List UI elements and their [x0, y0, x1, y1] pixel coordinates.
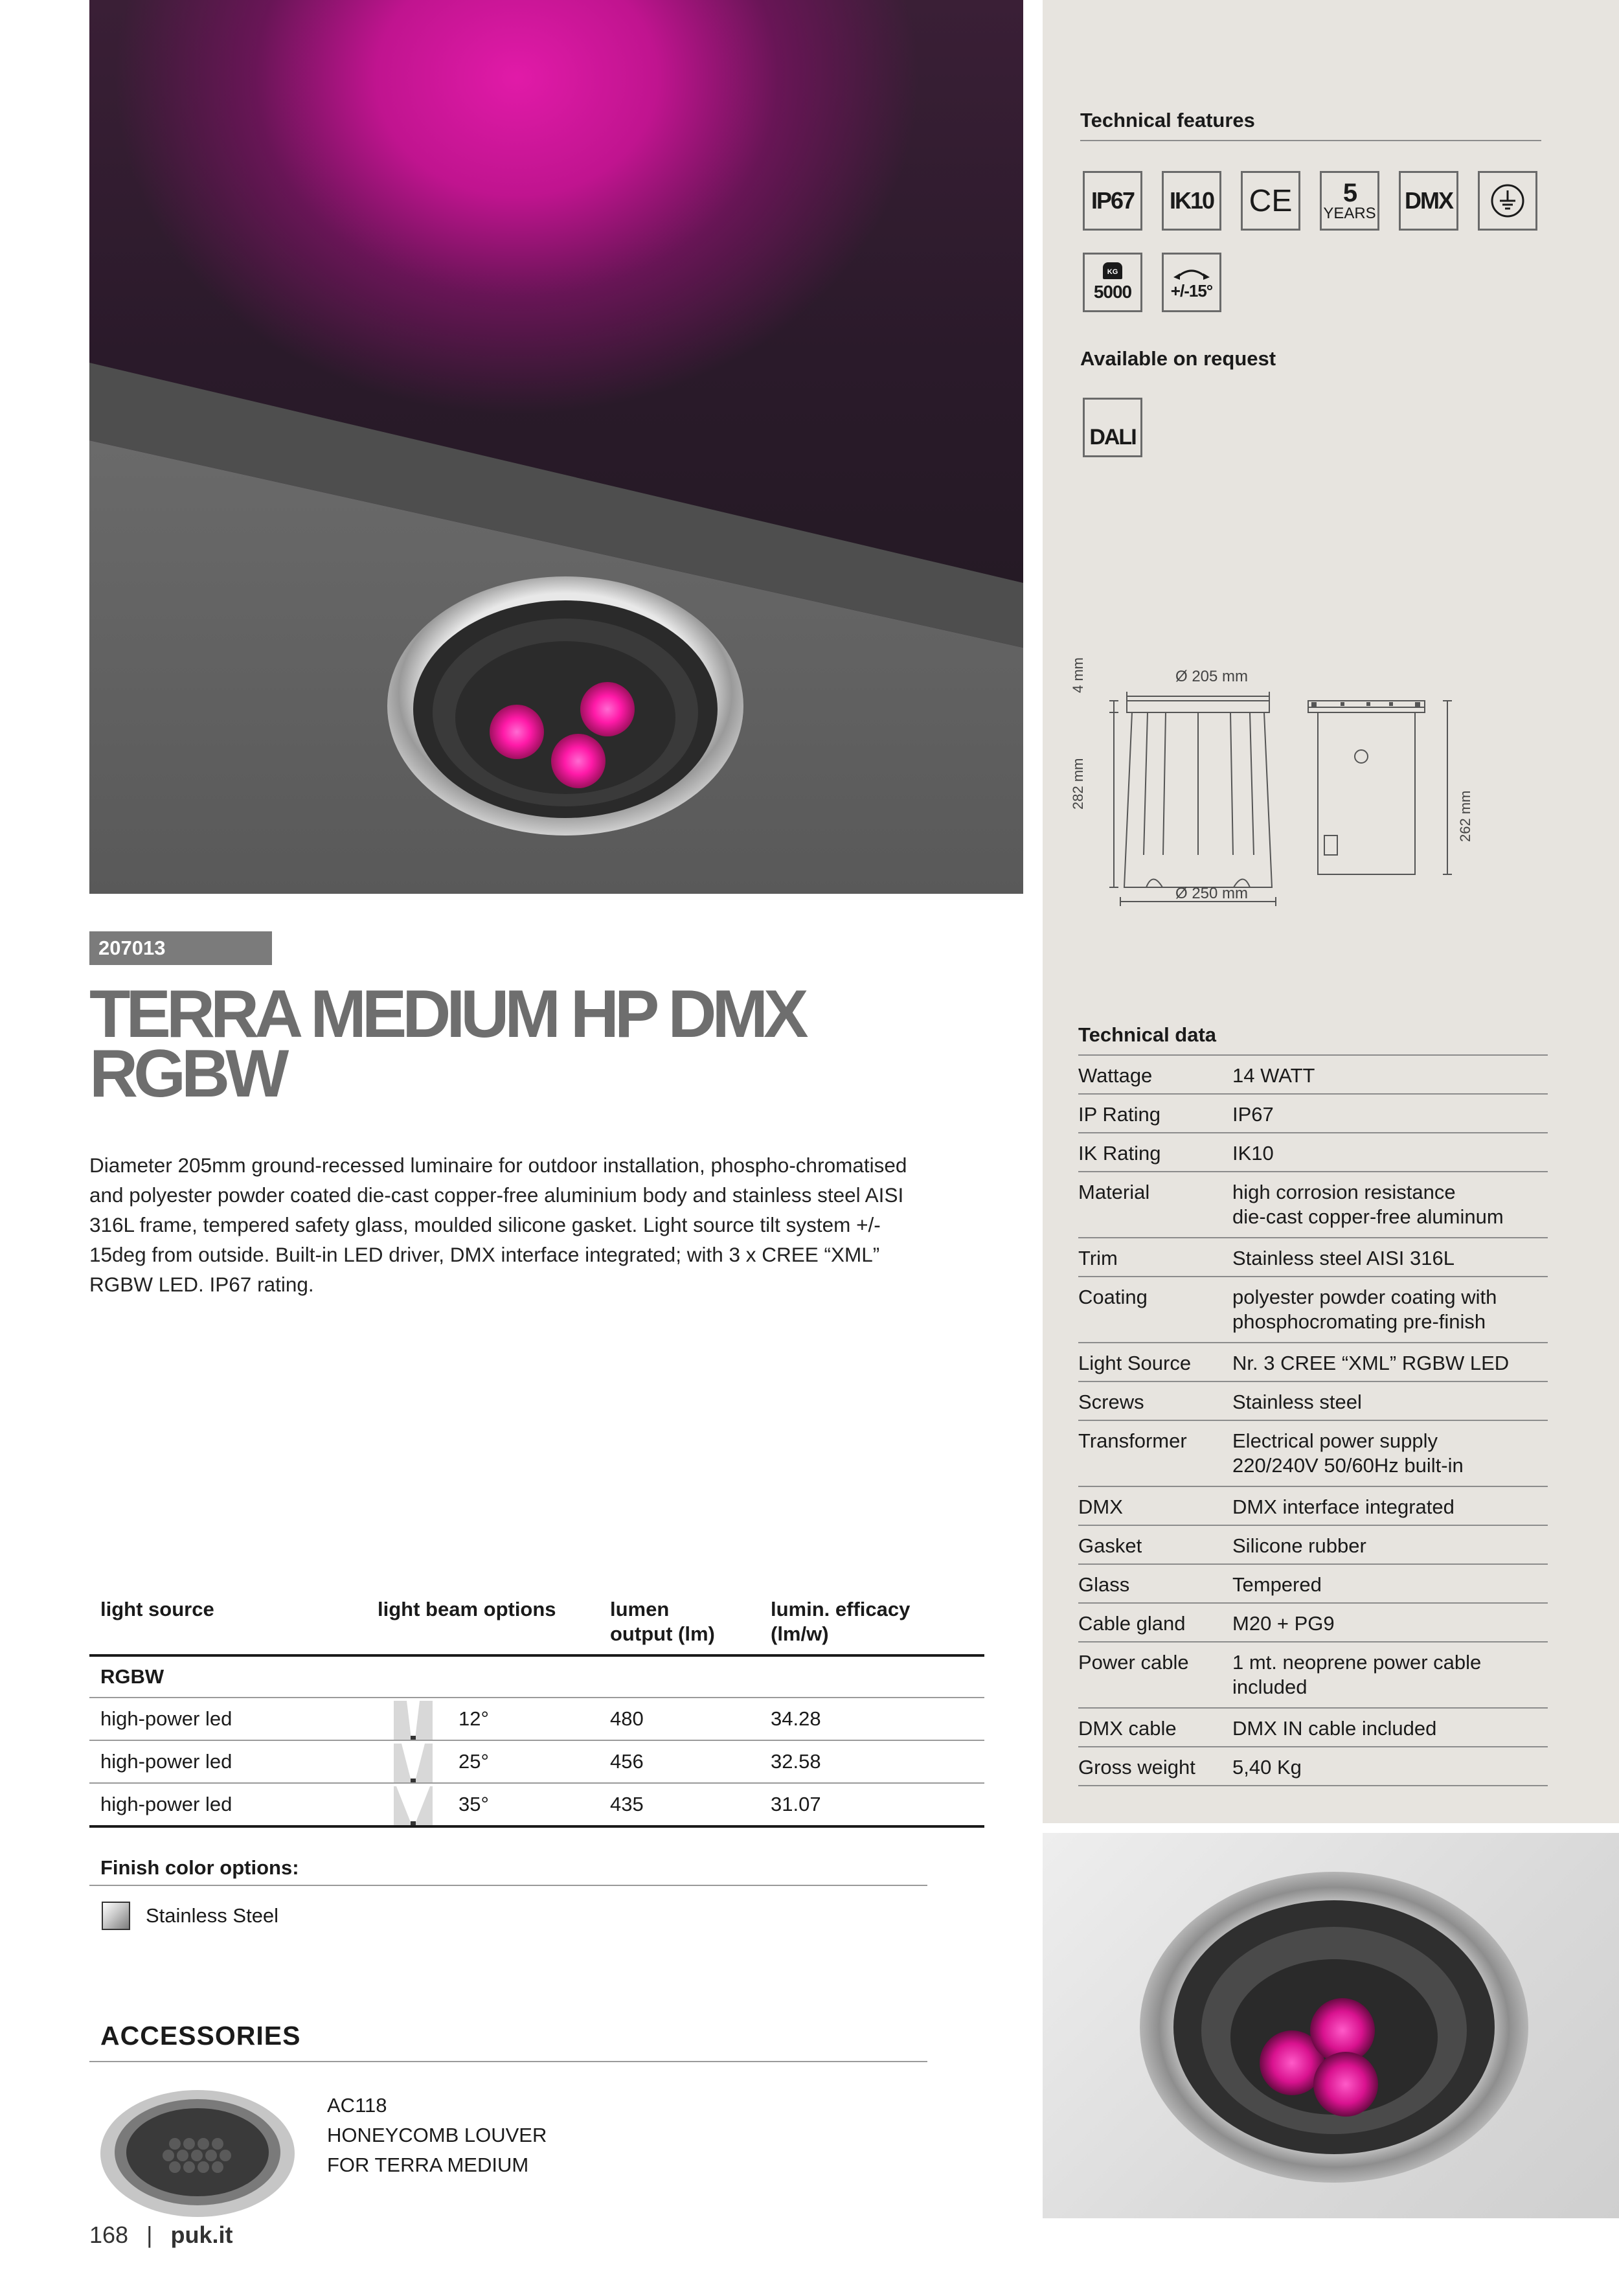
technical-data-row: [1078, 1172, 1548, 1238]
product-description: Diameter 205mm ground-recessed luminaire for outdoor installation, phospho-chromatised and polyester powder coated die-cast copper-free aluminium body and stainless steel AISI 316L frame, tempered safety glass, moulded silicone gasket. Light source tilt system +/- 15deg from outside. Built-in LED driver, DMX interface integrated; with 3 x CREE “XML” RGBW LED. IP67 rating.: [89, 1154, 907, 1296]
technical-data-row: [1078, 1526, 1548, 1565]
dimension-top-diameter: Ø 205 mm: [1175, 668, 1249, 685]
accessory-line1: HONEYCOMB LOUVER: [327, 2124, 547, 2146]
light-table-row: [89, 1698, 984, 1741]
led-icon: [490, 705, 544, 759]
light-table-header-lumen: [610, 1597, 715, 1646]
technical-data-row: [1078, 1487, 1548, 1526]
technical-data-value-line: IK10: [1232, 1142, 1274, 1165]
divider: [1078, 1785, 1548, 1786]
technical-data-value: [1232, 1390, 1362, 1415]
dali-icon: DALI: [1083, 398, 1142, 457]
technical-data-value: [1232, 1180, 1504, 1229]
technical-data-value: [1232, 1611, 1335, 1636]
footer: [89, 2222, 232, 2249]
technical-data-value-line: DMX IN cable included: [1232, 1717, 1437, 1740]
technical-data-row: [1078, 1604, 1548, 1642]
divider: [1080, 140, 1541, 141]
ik10-icon: IK10: [1162, 171, 1221, 231]
dmx-icon: DMX: [1399, 171, 1458, 231]
header-line: (lm/w): [771, 1622, 829, 1645]
light-source-cell: high-power led: [100, 1793, 232, 1815]
technical-data-value-line: Stainless steel: [1232, 1391, 1362, 1413]
technical-data-value-line: Silicone rubber: [1232, 1534, 1366, 1557]
hero-photo: [89, 0, 1023, 894]
accessory-line2: FOR TERRA MEDIUM: [327, 2154, 529, 2176]
technical-data-value: [1232, 1285, 1497, 1334]
technical-data-value-line: 14 WATT: [1232, 1064, 1315, 1087]
technical-data-value-line: high corrosion resistance: [1232, 1181, 1456, 1203]
technical-data-value-line: Electrical power supply: [1232, 1429, 1438, 1452]
led-icon: [1313, 2052, 1378, 2117]
floor-luminaire-illustration: [89, 0, 1023, 894]
technical-data-value: [1232, 1429, 1464, 1478]
technical-data-row: [1078, 1238, 1548, 1277]
light-table-header-beam: light beam options: [378, 1598, 556, 1620]
technical-data-value: [1232, 1063, 1315, 1088]
technical-data-value-line: Nr. 3 CREE “XML” RGBW LED: [1232, 1352, 1510, 1374]
light-table-header-source: light source: [100, 1598, 214, 1620]
technical-data-value-line: M20 + PG9: [1232, 1612, 1335, 1635]
technical-data-label: Glass: [1078, 1573, 1130, 1596]
technical-data-row: [1078, 1056, 1548, 1095]
warranty-icon: 5 YEARS: [1320, 171, 1379, 231]
technical-data-row: [1078, 1095, 1548, 1133]
technical-data-label: Gross weight: [1078, 1756, 1195, 1779]
divider: [89, 1825, 984, 1828]
technical-data-label: Screws: [1078, 1391, 1144, 1413]
lumen-output-cell: 456: [610, 1750, 644, 1773]
product-title: [89, 977, 996, 1111]
technical-data-value: [1232, 1351, 1509, 1376]
technical-data-row: [1078, 1382, 1548, 1421]
ip67-icon: IP67: [1083, 171, 1142, 231]
finish-title: Finish color options:: [100, 1856, 299, 1879]
technical-data-value-line: included: [1232, 1676, 1308, 1698]
technical-data-value: [1232, 1534, 1366, 1558]
efficacy-cell: 32.58: [771, 1750, 821, 1773]
technical-data-label: IK Rating: [1078, 1142, 1161, 1165]
technical-data-label: Gasket: [1078, 1534, 1142, 1557]
efficacy-cell: 34.28: [771, 1707, 821, 1730]
technical-data-value: [1232, 1246, 1455, 1271]
light-table-row: [89, 1784, 984, 1826]
technical-data-value: [1232, 1573, 1322, 1597]
technical-data-label: Trim: [1078, 1247, 1118, 1269]
dimension-drawing: [1062, 661, 1483, 920]
lumen-output-cell: 435: [610, 1793, 644, 1815]
technical-data-label: Transformer: [1078, 1429, 1187, 1452]
technical-data-row: [1078, 1709, 1548, 1747]
technical-data-value-line: 5,40 Kg: [1232, 1756, 1302, 1779]
product-title-line1: TERRA MEDIUM HP DMX: [89, 977, 804, 1052]
stainless-steel-swatch: [102, 1902, 130, 1930]
lumen-output-cell: 480: [610, 1707, 644, 1730]
site-link[interactable]: puk.it: [170, 2222, 233, 2248]
technical-data-value-line: 220/240V 50/60Hz built-in: [1232, 1454, 1464, 1477]
accessories-title: ACCESSORIES: [100, 2021, 301, 2051]
header-line: lumin. efficacy: [771, 1598, 911, 1620]
beam-angle-cell: 35°: [459, 1793, 489, 1815]
technical-data-value-line: IP67: [1232, 1103, 1274, 1126]
technical-data-value-line: phosphocromating pre-finish: [1232, 1310, 1486, 1333]
technical-data-value-line: die-cast copper-free aluminum: [1232, 1205, 1504, 1228]
page-number: 168: [89, 2222, 129, 2248]
technical-data-value-line: Stainless steel AISI 316L: [1232, 1247, 1455, 1269]
technical-data-label: Material: [1078, 1181, 1150, 1203]
technical-data-title: Technical data: [1078, 1023, 1217, 1046]
accessory-louver-image: [97, 2086, 298, 2222]
technical-data-value: [1232, 1650, 1481, 1699]
accessory-item: [327, 2091, 547, 2180]
beam-angle-icon: [394, 1701, 433, 1740]
beam-angle-icon: [394, 1786, 433, 1825]
led-icon: [580, 682, 635, 736]
light-table-group: RGBW: [100, 1665, 164, 1688]
technical-data-label: DMX: [1078, 1495, 1123, 1518]
technical-data-value: [1232, 1141, 1274, 1166]
technical-data-value: [1232, 1102, 1274, 1127]
beam-angle-icon: [394, 1744, 433, 1782]
technical-data-row: [1078, 1343, 1548, 1382]
product-title-line2: RGBW: [89, 1036, 285, 1111]
beam-angle-cell: 12°: [459, 1707, 489, 1730]
technical-data-value-line: 1 mt. neoprene power cable: [1232, 1651, 1482, 1674]
led-icon: [551, 734, 606, 788]
light-table-row: [89, 1741, 984, 1784]
ce-mark-icon: CE: [1241, 171, 1300, 231]
technical-data-value-line: DMX interface integrated: [1232, 1495, 1455, 1518]
ground-earth-icon: [1478, 171, 1537, 231]
beam-angle-cell: 25°: [459, 1750, 489, 1773]
technical-data-label: Wattage: [1078, 1064, 1153, 1087]
efficacy-cell: 31.07: [771, 1793, 821, 1815]
technical-features-title: Technical features: [1080, 109, 1255, 131]
tilt-icon: +/-15°: [1162, 253, 1221, 312]
technical-data-row: [1078, 1421, 1548, 1487]
technical-data-value: [1232, 1755, 1302, 1780]
light-table-header-efficacy: [771, 1597, 910, 1646]
technical-data-value-line: Tempered: [1232, 1573, 1322, 1596]
light-source-cell: high-power led: [100, 1750, 232, 1773]
finish-option-label: Stainless Steel: [146, 1904, 279, 1927]
technical-data-label: Power cable: [1078, 1651, 1189, 1674]
technical-data-label: Cable gland: [1078, 1612, 1186, 1635]
footer-separator: |: [146, 2222, 153, 2248]
light-source-cell: high-power led: [100, 1707, 232, 1730]
technical-data-row: [1078, 1277, 1548, 1343]
technical-data-value: [1232, 1495, 1455, 1519]
technical-data-label: DMX cable: [1078, 1717, 1177, 1740]
divider: [89, 1885, 927, 1886]
dimension-left-height: 282 mm: [1070, 758, 1086, 810]
header-line: lumen: [610, 1598, 670, 1620]
technical-data-label: IP Rating: [1078, 1103, 1160, 1126]
technical-data-row: [1078, 1565, 1548, 1604]
header-line: output (lm): [610, 1622, 715, 1645]
dimension-bottom-diameter: Ø 250 mm: [1175, 885, 1249, 902]
technical-data-row: [1078, 1747, 1548, 1786]
technical-data-value-line: polyester powder coating with: [1232, 1286, 1497, 1308]
product-code-badge: 207013: [89, 931, 272, 965]
product-photo: [1043, 1833, 1619, 2218]
dimension-right-height: 262 mm: [1457, 790, 1473, 842]
load-weight-icon: KG 5000: [1083, 253, 1142, 312]
available-on-request-title: Available on request: [1080, 347, 1276, 370]
technical-data-value: [1232, 1716, 1436, 1741]
divider: [89, 1654, 984, 1657]
accessory-code: AC118: [327, 2094, 387, 2117]
dimension-left-top: 4 mm: [1070, 657, 1086, 693]
technical-data-row: [1078, 1642, 1548, 1709]
technical-data-label: Coating: [1078, 1286, 1148, 1308]
technical-data-row: [1078, 1133, 1548, 1172]
technical-data-label: Light Source: [1078, 1352, 1192, 1374]
divider: [89, 2061, 927, 2062]
